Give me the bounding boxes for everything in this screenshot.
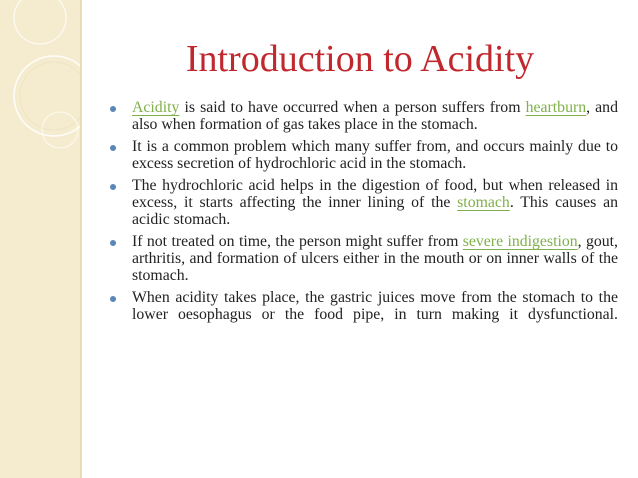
bullet-list: [108, 99, 618, 328]
bullet-text: is said to have occurred when a person suffers from: [179, 99, 526, 116]
highlighted-term: severe indigestion: [462, 233, 578, 250]
bullet-item: [108, 233, 618, 284]
bullet-text: , gout, arthritis, and formation of ulcers either in the mouth or on inner walls of the stomach.: [132, 233, 619, 284]
bullet-text: It is a common problem which many suffer from, and occurs mainly due to excess secretion of hydrochloric acid in the stomach.: [132, 138, 618, 172]
bullet-item: [108, 289, 618, 323]
highlighted-term: Acidity: [132, 99, 180, 116]
slide-title: Introduction to Acidity: [185, 38, 535, 80]
bullet-text: The hydrochloric acid helps in the digestion of food, but when released in excess, it starts affecting the inner lining of the: [132, 177, 618, 211]
bullet-text: If not treated on time, the person might suffer from: [132, 233, 463, 250]
bullet-dot-icon: [110, 106, 116, 112]
highlighted-term: stomach: [457, 194, 510, 211]
bullet-text: When acidity takes place, the gastric juices move from the stomach to the lower oesophagus or the food pipe, in turn making it dysfunctional.: [132, 289, 618, 323]
bullet-dot-icon: [110, 145, 116, 151]
decorative-side-band: [0, 0, 80, 478]
bullet-text: , and also when formation of gas takes place in the stomach.: [132, 99, 618, 133]
bullet-item: [108, 138, 618, 172]
bullet-dot-icon: [110, 296, 116, 302]
bullet-item: [108, 99, 618, 133]
bullet-item: [108, 177, 618, 228]
bullet-dot-icon: [110, 184, 116, 190]
highlighted-term: heartburn: [525, 99, 587, 116]
decorative-circles-icon: [0, 0, 80, 478]
bullet-text: . This causes an acidic stomach.: [132, 194, 619, 228]
bullet-dot-icon: [110, 240, 116, 246]
